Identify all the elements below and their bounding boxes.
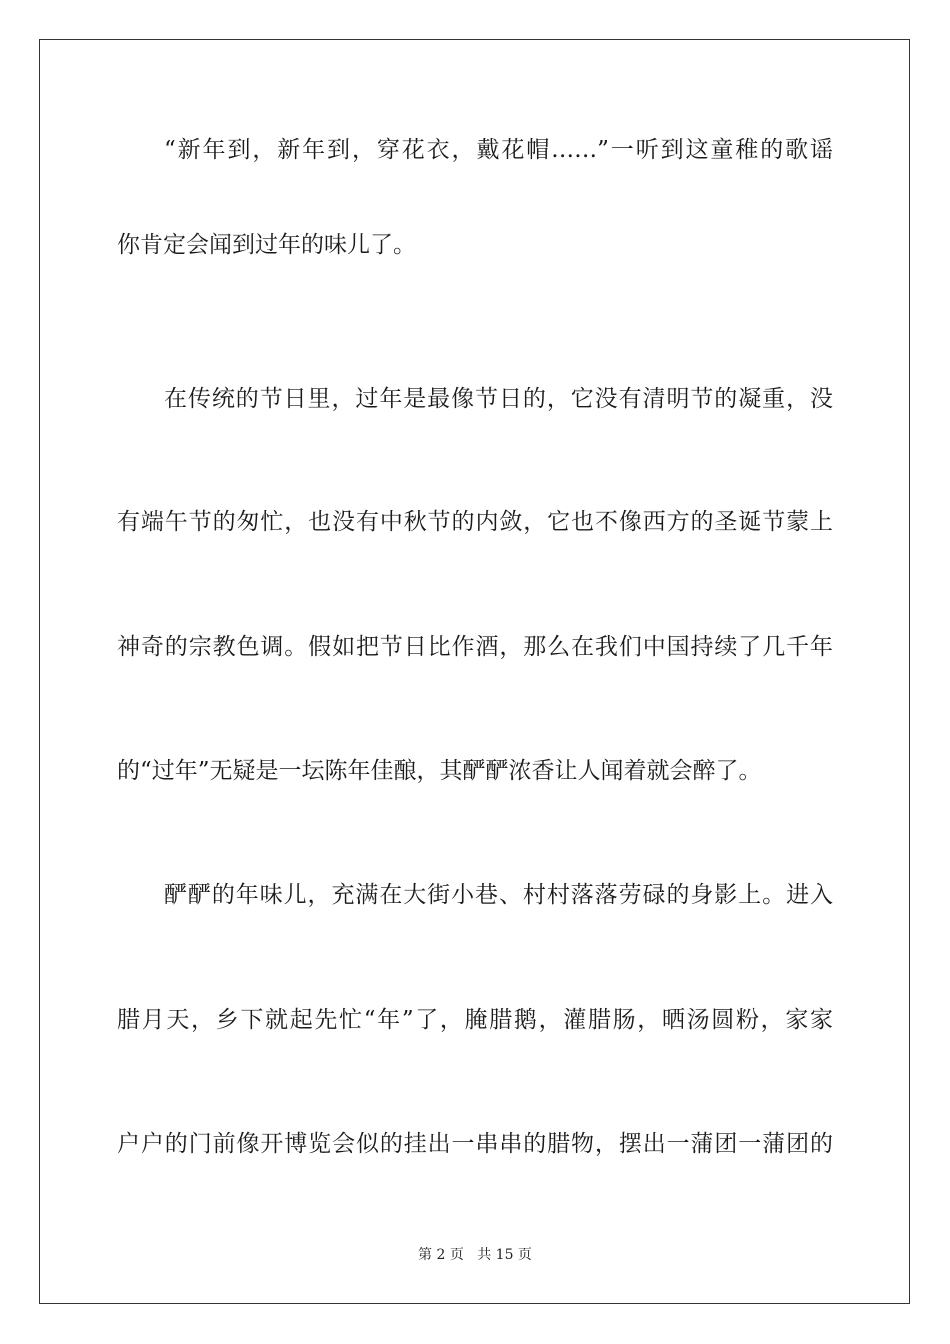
page-number: 第 2 页	[418, 1247, 464, 1263]
paragraph-2-line-4: 的“过年”无疑是一坛陈年佳酿，其酽酽浓香让人闻着就会醉了。	[117, 758, 762, 784]
page-total: 共 15 页	[477, 1247, 532, 1263]
paragraph-2-line-2: 有端午节的匆忙，也没有中秋节的内敛，它也不像西方的圣诞节蒙上	[117, 509, 833, 535]
paragraph-1-line-2: 你肯定会闻到过年的味儿了。	[117, 232, 416, 258]
paragraph-1-line-1: “新年到，新年到，穿花衣，戴花帽……”一听到这童稚的歌谣	[164, 137, 833, 163]
paragraph-3-line-3: 户户的门前像开博览会似的挂出一串串的腊物，摆出一蒲团一蒲团的	[117, 1131, 833, 1157]
paragraph-3-line-1: 酽酽的年味儿，充满在大街小巷、村村落落劳碌的身影上。进入	[164, 882, 833, 908]
paragraph-2-line-3: 神奇的宗教色调。假如把节日比作酒，那么在我们中国持续了几千年	[117, 634, 833, 660]
page-footer	[0, 1245, 950, 1265]
paragraph-3-line-2: 腊月天，乡下就起先忙“年”了，腌腊鹅，灌腊肠，晒汤圆粉，家家	[117, 1007, 833, 1033]
paragraph-2-line-1: 在传统的节日里，过年是最像节日的，它没有清明节的凝重，没	[164, 386, 833, 412]
